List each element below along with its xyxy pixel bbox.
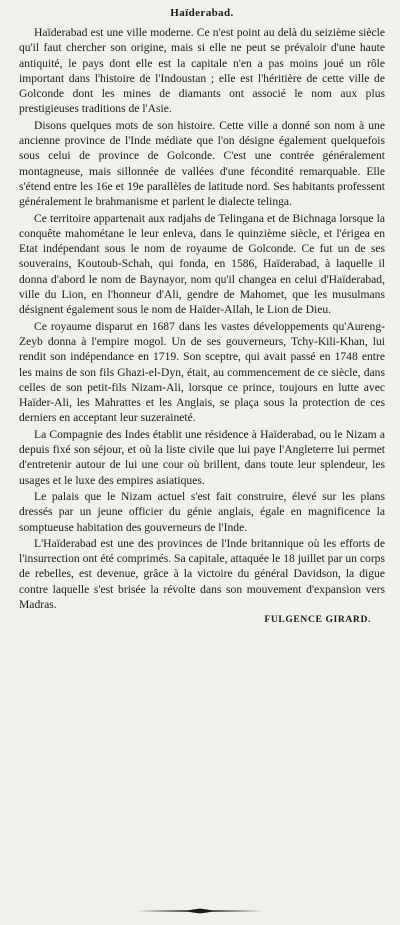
paragraph-4: Ce royaume disparut en 1687 dans les vastes développements qu'Aureng-Zeyb donna à l'empire mogol. Un de ses gouverneurs, Tchy-Kili-Khan, lui rendit son indépendance en 1719. Son sceptre, qui avait passé en 1748 entre les mains de son fils Ghazi-el-Dyn, était, au commencement de ce siècle, dans celles de son petit-fils Nizam-Ali, lorsque ce prince, toujours en lutte avec Haïder-Ali, les Mahrattes et les Anglais, se plaça sous la protection de ces derniers en acceptant leur suzeraineté. (19, 319, 385, 425)
ornamental-rule (136, 907, 264, 915)
paragraph-1: Haïderabad est une ville moderne. Ce n'est point au delà du seizième siècle qu'il faut chercher son origine, mais si elle ne peut se prévaloir d'une haute antiquité, le pays dont elle est la capitale n'en a pas moins joué un rôle important dans l'histoire de l'Indoustan ; elle est l'héritière de cette ville de Golconde dont les mines de diamants ont associé le nom aux plus prestigieuses traditions de l'Asie. (19, 26, 385, 116)
paragraph-2: Disons quelques mots de son histoire. Cette ville a donné son nom à une ancienne province de l'Inde médiate que l'on désigne également quelquefois sous celui de province de Golconde. C'est une contrée généralement montagneuse, mais sillonnée de vallées d'une fécondité remarquable. Elle s'étend entre les 16e et 19e parallèles de latitude nord. Ses habitants professent généralement le brahmanisme et parlent le dialecte telinga. (19, 118, 385, 209)
article-title: Haïderabad. (170, 7, 234, 19)
paragraph-3: Ce territoire appartenait aux radjahs de Telingana et de Bichnaga lorsque la conquête mahométane le leur enleva, dans le quinzième siècle, et l'érigea en Etat indépendant sous le nom de royaume de Golconde. Ce fut un de ses souverains, Koutoub-Schah, qui fonda, en 1586, Haïderabad, à laquelle il donna d'abord le nom de Baynayor, nom qu'il changea en celui d'Haïderabad, ville du Lion, en l'honneur d'Ali, gendre de Mahomet, que les musulmans désignent également sous le nom de Haïder-Allah, le Lion de Dieu. (19, 211, 385, 317)
author-signature: FULGENCE GIRARD. (264, 614, 371, 626)
paragraph-6: Le palais que le Nizam actuel s'est fait construire, élevé sur les plans dressés par un jeune officier du génie anglais, égale en magnificence la somptueuse habitation des gouverneurs de l'Inde. (19, 489, 385, 534)
paragraph-7: L'Haïderabad est une des provinces de l'Inde britannique où les efforts de l'insurrection ont été comprimés. Sa capitale, attaquée le 18 juillet par un corps de rebelles, est devenue, grâce à la victoire du général Davidson, la digue contre laquelle s'est brisée la révolte dans son mouvement d'expansion vers Madras. (19, 536, 385, 611)
paragraph-5: La Compagnie des Indes établit une résidence à Haïderabad, ou le Nizam a depuis fixé son séjour, et où la liste civile que lui paye l'Angleterre lui permet d'entretenir autour de lui une cour où brillent, dans toute leur splendeur, les usages et le luxe des empires asiatiques. (19, 427, 385, 487)
